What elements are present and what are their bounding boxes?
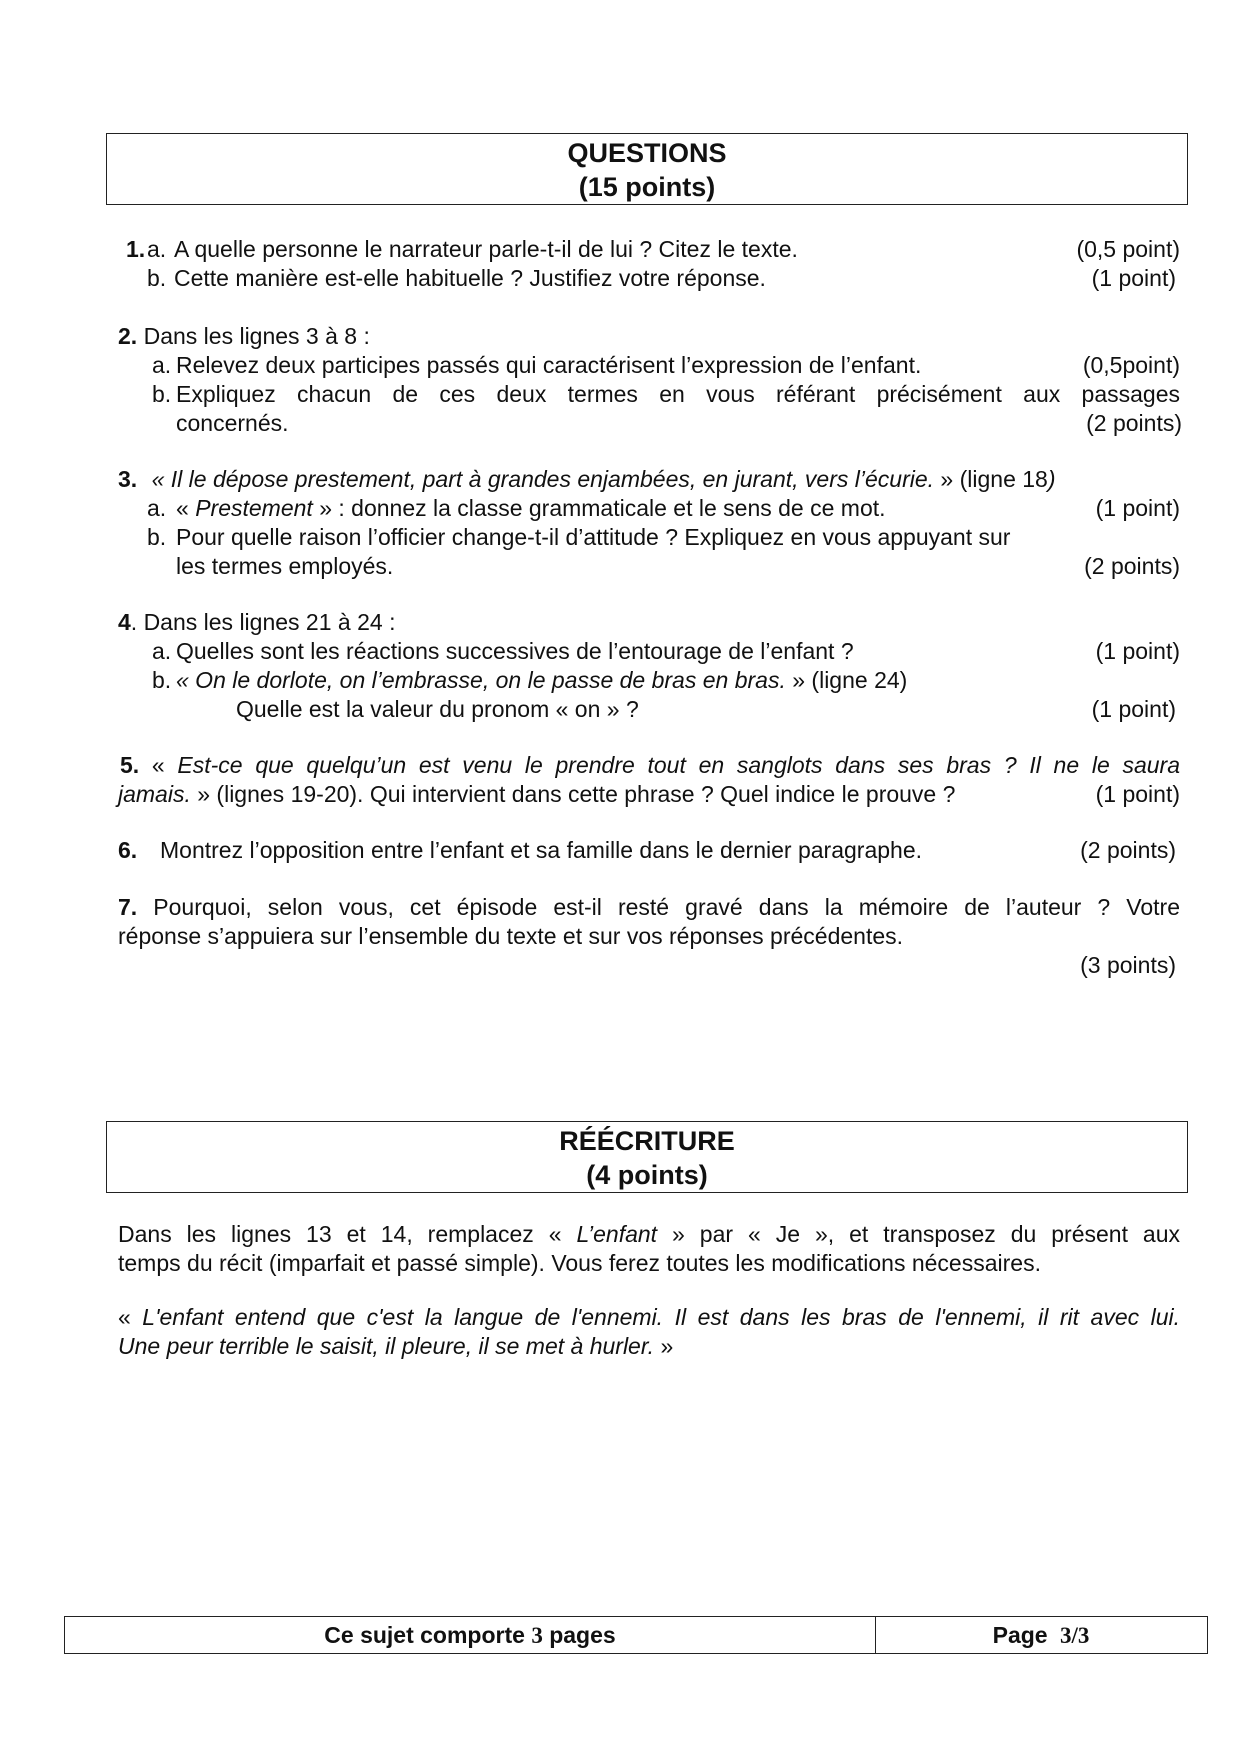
quote-text: Est-ce que quelqu’un est venu le prendre tout en sanglots dans ses bras ? Il ne le saura [177,752,1180,778]
item-text: Pourquoi, selon vous, cet épisode est-il resté gravé dans la mémoire de l’auteur ? Votre [153,894,1180,920]
footer-text: Page [992,1622,1048,1648]
question-2b-cont [118,409,1188,438]
rewrite-title: RÉÉCRITURE [559,1126,735,1156]
question-7 [118,893,1188,980]
rewrite-quote-line2 [118,1332,1188,1361]
question-7-line2 [118,922,1188,951]
item-text: Montrez l’opposition entre l’enfant et sa famille dans le dernier paragraphe. [160,837,922,863]
item-text: Cette manière est-elle habituelle ? Justifiez votre réponse. [174,265,766,291]
item-text: Quelles sont les réactions successives de l’entourage de l’enfant ? [176,638,854,664]
questions-points: (15 points) [578,172,716,202]
question-number: 2. [118,323,138,349]
points-label: (0,5 point) [1076,236,1180,262]
rewrite-points: (4 points) [586,1160,708,1190]
instruction-text: Dans les lignes 13 et 14, remplacez « [118,1221,562,1247]
quoted-word: L’enfant [576,1221,658,1247]
question-number: 3. [118,466,138,492]
footer-page-number [875,1617,1207,1653]
quoted-word: Prestement [195,495,313,521]
item-text: Relevez deux participes passés qui caractérisent l’expression de l’enfant. [176,352,922,378]
item-text: » : donnez la classe grammaticale et le sens de ce mot. [319,495,886,521]
question-2 [118,322,1188,438]
rewrite-instruction-1 [118,1220,1188,1249]
footer-number: 3/3 [1059,1623,1090,1648]
question-intro: . Dans les lignes 21 à 24 : [130,609,396,635]
quote-paren: ) [1047,466,1056,492]
question-4 [118,608,1188,724]
item-text: Expliquez chacun de ces deux termes en vous référant précisément aux passages [176,381,1180,407]
rewrite-quote-line1 [118,1303,1188,1332]
question-3a [118,494,1188,523]
item-text: A quelle personne le narrateur parle-t-il de lui ? Citez le texte. [174,236,798,262]
item-text: » (lignes 19-20). Qui intervient dans cette phrase ? Quel indice le prouve ? [197,781,956,807]
question-2a [118,351,1188,380]
question-7-points [118,951,1188,980]
item-label: a. [152,638,172,664]
points-label: (2 points) [1086,410,1182,436]
item-label: b. [147,265,167,291]
question-3-quote [118,465,1188,494]
question-1a [118,235,1188,264]
item-text: Pour quelle raison l’officier change-t-il d’attitude ? Expliquez en vous appuyant sur [176,524,1011,550]
question-2b [118,380,1188,409]
points-label: (2 points) [1080,837,1176,863]
item-label: b. [152,381,172,407]
question-3 [118,465,1188,581]
question-3b [118,523,1188,552]
quote-open: « [118,1304,131,1330]
quote-text: jamais. [118,781,191,807]
item-label: a. [147,495,167,521]
rewrite-section [118,1220,1188,1361]
question-4-intro [118,608,1188,637]
instruction-text: temps du récit (imparfait et passé simple). Vous ferez toutes les modifications nécessaires. [118,1250,1041,1276]
question-4b [118,666,1188,695]
question-5-line2 [118,780,1188,809]
item-label: b. [152,667,172,693]
question-1 [118,235,1188,293]
item-label: b. [147,524,167,550]
footer-text: Ce sujet comporte [324,1622,525,1648]
instruction-text: » par « Je », et transposez du présent aux [672,1221,1181,1247]
question-6 [118,836,1188,865]
quote-open: « [176,495,189,521]
question-1b [118,264,1188,293]
quote-close: » [660,1333,674,1359]
question-5 [118,751,1188,809]
item-text: concernés. [176,410,289,436]
points-label: (1 point) [1095,781,1180,807]
question-number: 5. [120,752,140,778]
item-text: réponse s’appuiera sur l’ensemble du texte et sur vos réponses précédentes. [118,923,904,949]
rewrite-header [106,1121,1188,1193]
question-number: 4 [118,609,131,635]
footer [64,1616,1208,1654]
question-intro: Dans les lignes 3 à 8 : [143,323,370,349]
quote-text: L'enfant entend que c'est la langue de l'ennemi. Il est dans les bras de l'ennemi, il rit avec lui. [142,1304,1181,1330]
quote-open: « [151,752,165,778]
question-number: 1. [126,236,146,262]
points-label: (1 point) [1095,495,1180,521]
quote-text: « On le dorlote, on l’embrasse, on le passe de bras en bras. [176,667,786,693]
points-label: (0,5point) [1082,352,1180,378]
points-label: (3 points) [1080,952,1176,978]
question-5-line1 [118,751,1188,780]
quote-text: Une peur terrible le saisit, il pleure, il se met à hurler. [118,1333,655,1359]
question-2-intro [118,322,1188,351]
questions-header [106,133,1188,205]
quote-text: « Il le dépose prestement, part à grandes enjambées, en jurant, vers l’écurie. [151,466,935,492]
footer-number: 3 [531,1623,543,1648]
points-label: (2 points) [1084,553,1180,579]
question-3b-cont [118,552,1188,581]
question-6-line [118,836,1188,865]
question-number: 7. [118,894,138,920]
item-text: les termes employés. [176,553,394,579]
item-text: Quelle est la valeur du pronom « on » ? [236,696,639,722]
item-label: a. [147,236,167,262]
item-label: a. [152,352,172,378]
quote-reference: » (ligne 18 [940,466,1048,492]
footer-page-count [65,1617,876,1653]
questions-title: QUESTIONS [567,138,727,168]
rewrite-instruction-2 [118,1249,1188,1278]
points-label: (1 point) [1091,265,1176,291]
points-label: (1 point) [1095,638,1180,664]
footer-text: pages [549,1622,616,1648]
quote-reference: » (ligne 24) [792,667,908,693]
question-7-line1 [118,893,1188,922]
question-4b-cont [118,695,1188,724]
question-number: 6. [118,837,138,863]
question-4a [118,637,1188,666]
points-label: (1 point) [1091,696,1176,722]
